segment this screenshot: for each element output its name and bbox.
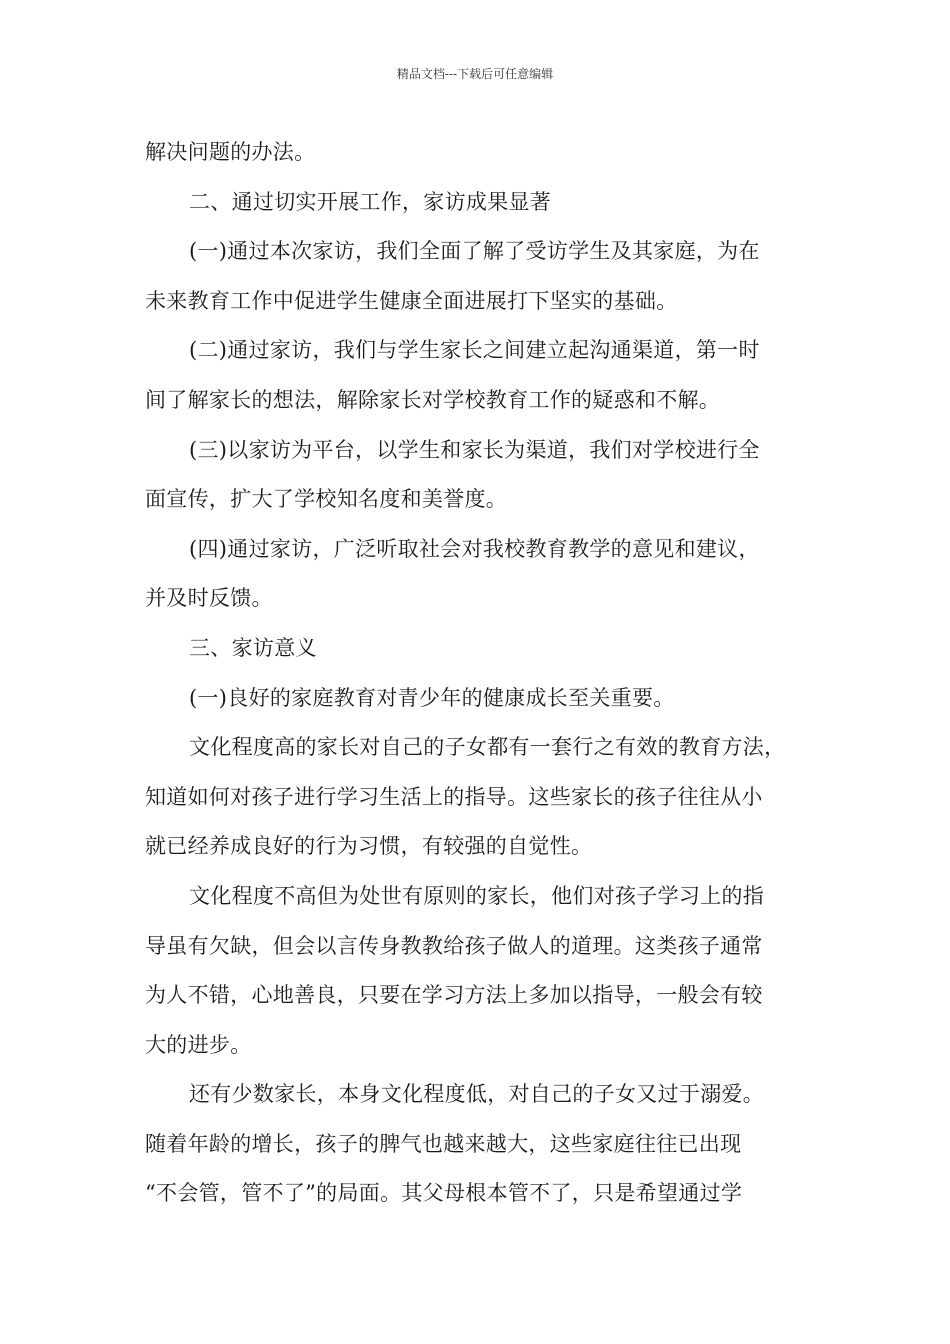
text-line: 未来教育工作中促进学生健康全面进展打下坚实的基础。 xyxy=(145,288,678,313)
text-line: 就已经养成良好的行为习惯，有较强的自觉性。 xyxy=(145,834,593,859)
text-line: 解决问题的办法。 xyxy=(145,140,316,164)
text-line: (一)良好的家庭教育对青少年的健康成长至关重要。 xyxy=(189,685,675,710)
text-line: “不会管，管不了”的局面。其父母根本管不了，只是希望通过学 xyxy=(145,1181,743,1206)
text-line: (二)通过家访，我们与学生家长之间建立起沟通渠道，第一时 xyxy=(189,338,760,363)
text-line: 随着年龄的增长，孩子的脾气也越来越大，这些家庭往往已出现 xyxy=(145,1131,742,1156)
text-line: 文化程度不高但为处世有原则的家长，他们对孩子学习上的指 xyxy=(189,883,765,908)
text-line: 间了解家长的想法，解除家长对学校教育工作的疑惑和不解。 xyxy=(145,387,721,412)
text-line: 面宣传，扩大了学校知名度和美誉度。 xyxy=(145,487,508,512)
text-line: 并及时反馈。 xyxy=(145,586,273,611)
text-line: (四)通过家访，广泛听取社会对我校教育教学的意见和建议， xyxy=(189,536,760,561)
text-line: (三)以家访为平台，以学生和家长为渠道，我们对学校进行全 xyxy=(189,437,760,462)
text-line: 大的进步。 xyxy=(145,1032,252,1057)
text-line: (一)通过本次家访，我们全面了解了受访学生及其家庭，为在 xyxy=(189,239,760,264)
text-line: 导虽有欠缺，但会以言传身教教给孩子做人的道理。这类孩子通常 xyxy=(145,933,763,958)
text-line: 为人不错，心地善良，只要在学习方法上多加以指导，一般会有较 xyxy=(145,983,763,1008)
page-header: 精品文档---下载后可任意编辑 xyxy=(396,67,554,81)
section-heading: 三、家访意义 xyxy=(189,635,317,660)
text-line: 还有少数家长，本身文化程度低，对自己的子女又过于溺爱。 xyxy=(189,1082,765,1107)
section-heading: 二、通过切实开展工作，家访成果显著 xyxy=(189,189,552,214)
text-line: 知道如何对孩子进行学习生活上的指导。这些家长的孩子往往从小 xyxy=(145,784,763,809)
text-line: 文化程度高的家长对自己的子女都有一套行之有效的教育方法， xyxy=(189,735,786,760)
document-body xyxy=(145,128,815,1219)
